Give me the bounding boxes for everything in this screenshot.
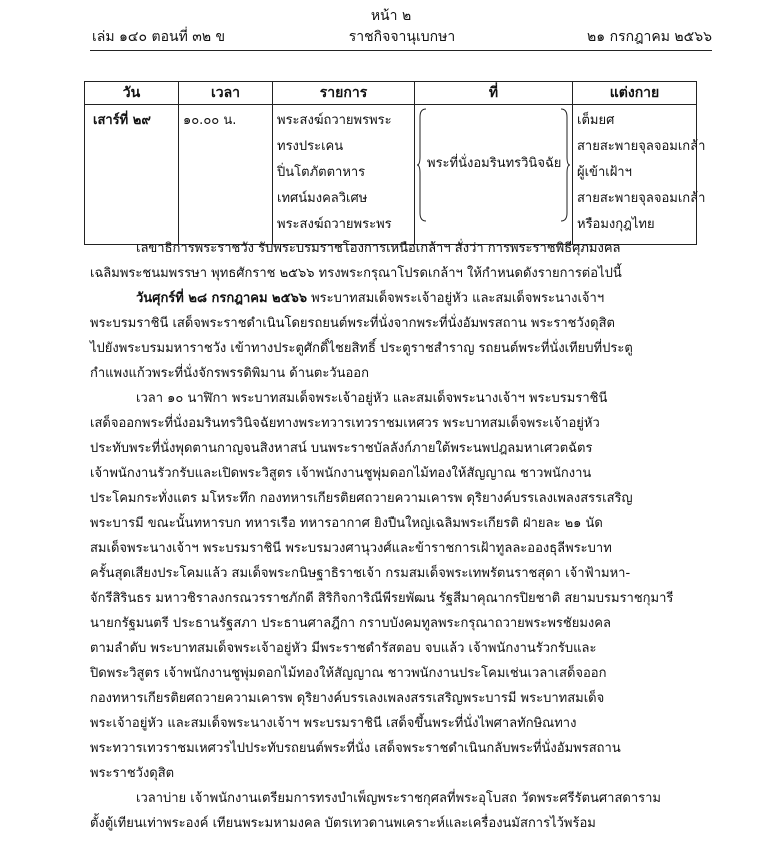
paragraph-2 xyxy=(90,286,700,386)
publication-title: ราชกิจจานุเบกษา xyxy=(348,29,456,45)
text-line: จักรีสิรินธร มหาวชิราลงกรณวรราชภักดี สิริกิจการิณีพีรยพัฒน รัฐสีมาคุณากรปิยชาติ สยามบรมราชกุมารี xyxy=(90,591,674,606)
cell-day xyxy=(85,105,179,245)
paragraph-4 xyxy=(90,786,700,836)
body-text xyxy=(90,236,700,836)
day-text: เสาร์ที่ ๒๙ xyxy=(93,113,151,128)
text-line: ตามลำดับ พระบาทสมเด็จพระเจ้าอยู่หัว มีพระราชดำรัสตอบ จบแล้ว เจ้าพนักงานรัวกรับและ xyxy=(90,641,597,656)
attire-line: หรือมงกุฎไทย xyxy=(577,217,655,232)
text-line: เวลาบ่าย เจ้าพนักงานเตรียมการทรงบำเพ็ญพระราชกุศลที่พระอุโบสถ วัดพระศรีรัตนศาสดาราม xyxy=(136,791,661,806)
paragraph-3 xyxy=(90,386,700,786)
text-line: ไปยังพระบรมมหาราชวัง เข้าทางประตูศักดิ์ไชยสิทธิ์ ประตูราชสำราญ รถยนต์พระที่นั่งเทียบที่ประตู xyxy=(90,341,633,356)
text-line: ตั้งตู้เทียนเท่าพระองค์ เทียนพระมหามงคล บัตรเทวดานพเคราะห์และเครื่องนมัสการไว้พร้อม xyxy=(90,816,596,831)
text-line: เจ้าพนักงานรัวกรับและเปิดพระวิสูตร เจ้าพนักงานชูพุ่มดอกไม้ทองให้สัญญาณ ชาวพนักงาน xyxy=(90,466,592,481)
schedule-header-row xyxy=(85,82,697,105)
running-header xyxy=(92,26,712,48)
text-line: ประโคมกระทั่งแตร มโหระทึก กองทหารเกียรติยศถวายความเคารพ ดุริยางค์บรรเลงเพลงสรรเสริญ xyxy=(90,491,633,506)
col-header-time: เวลา xyxy=(179,82,273,105)
text-line: พระราชวังดุสิต xyxy=(90,766,175,781)
schedule-table xyxy=(84,81,706,245)
program-line: ปิ่นโตภัตตาหาร xyxy=(277,165,366,180)
col-header-attire: แต่งกาย xyxy=(573,82,697,105)
left-brace xyxy=(417,105,427,225)
volume-info: เล่ม ๑๔๐ ตอนที่ ๓๒ ข xyxy=(92,29,226,45)
text-line: เวลา ๑๐ นาฬิกา พระบาทสมเด็จพระเจ้าอยู่หัว และสมเด็จพระนางเจ้าฯ พระบรมราชินี xyxy=(136,391,608,406)
text-line: พระบารมี ขณะนั้นทหารบก ทหารเรือ ทหารอากาศ ยิงปืนใหญ่เฉลิมพระเกียรติ ฝ่ายละ ๒๑ นัด xyxy=(90,516,603,531)
program-line: ทรงประเคน xyxy=(277,139,344,154)
attire-line: เต็มยศ xyxy=(577,113,615,128)
text-line: พระเจ้าอยู่หัว และสมเด็จพระนางเจ้าฯ พระบรมราชินี เสด็จขึ้นพระที่นั่งไพศาลทักษิณทาง xyxy=(90,716,577,731)
cell-program xyxy=(273,105,415,245)
col-header-place: ที่ xyxy=(415,82,573,105)
text-line: เฉลิมพระชนมพรรษา พุทธศักราช ๒๕๖๖ ทรงพระกรุณาโปรดเกล้าฯ ให้กำหนดดังรายการต่อไปนี้ xyxy=(90,266,622,281)
col-header-day: วัน xyxy=(85,82,179,105)
text-line: พระทวารเทวราชมเหศวรไปประทับรถยนต์พระที่นั่ง เสด็จพระราชดำเนินกลับพระที่นั่งอัมพรสถาน xyxy=(90,741,621,756)
attire-line: สายสะพายจุลจอมเกล้า xyxy=(577,191,706,206)
text-line: กองทหารเกียรติยศถวายความเคารพ ดุริยางค์บรรเลงเพลงสรรเสริญพระบารมี พระบาทสมเด็จ xyxy=(90,691,605,706)
table-row xyxy=(85,105,697,245)
program-line: เทศน์มงคลวิเศษ xyxy=(277,191,368,206)
col-header-program: รายการ xyxy=(273,82,415,105)
text-line: นายกรัฐมนตรี ประธานรัฐสภา ประธานศาลฎีกา กราบบังคมทูลพระกรุณาถวายพระพรชัยมงคล xyxy=(90,616,611,631)
attire-line: ผู้เข้าเฝ้าฯ xyxy=(577,165,632,180)
place-text: พระที่นั่งอมรินทรวินิจฉัย xyxy=(427,156,562,171)
text-line: สมเด็จพระนางเจ้าฯ พระบรมราชินี พระบรมวงศานุวงศ์และข้าราชการเฝ้าทูลละอองธุลีพระบาท xyxy=(90,541,612,556)
text-line xyxy=(90,286,700,311)
cell-place xyxy=(415,105,573,245)
cell-attire xyxy=(573,105,706,245)
cell-time xyxy=(179,105,273,245)
time-text: ๑๐.๐๐ น. xyxy=(183,113,237,128)
issue-date: ๒๑ กรกฎาคม ๒๕๖๖ xyxy=(587,29,712,45)
paragraph-1 xyxy=(90,236,700,286)
program-line: พระสงฆ์ถวายพระพร xyxy=(277,217,392,232)
text-segment: พระบาทสมเด็จพระเจ้าอยู่หัว และสมเด็จพระนางเจ้าฯ xyxy=(306,291,605,306)
page-number: หน้า ๒ xyxy=(370,8,412,24)
text-line: ครั้นสุดเสียงประโคมแล้ว สมเด็จพระกนิษฐาธิราชเจ้า กรมสมเด็จพระเทพรัตนราชสุดา เจ้าฟ้ามหา- xyxy=(90,566,631,581)
text-line: เสด็จออกพระที่นั่งอมรินทรวินิจฉัยทางพระทวารเทวราชมเหศวร พระบาทสมเด็จพระเจ้าอยู่หัว xyxy=(90,416,600,431)
text-line: ประทับพระที่นั่งพุดตานกาญจนสิงหาสน์ บนพระราชบัลลังก์ภายใต้พระนพปฎลมหาเศวตฉัตร xyxy=(90,441,593,456)
date-heading: วันศุกร์ที่ ๒๘ กรกฎาคม ๒๕๖๖ xyxy=(136,291,307,306)
text-line: กำแพงแก้วพระที่นั่งจักรพรรดิพิมาน ด้านตะวันออก xyxy=(90,366,369,381)
header-rule xyxy=(90,50,712,51)
text-line: ปิดพระวิสูตร เจ้าพนักงานชูพุ่มดอกไม้ทองให้สัญญาณ ชาวพนักงานประโคมเช่นเวลาเสด็จออก xyxy=(90,666,607,681)
text-line: พระบรมราชินี เสด็จพระราชดำเนินโดยรถยนต์พระที่นั่งจากพระที่นั่งอัมพรสถาน พระราชวังดุสิต xyxy=(90,316,615,331)
attire-line: สายสะพายจุลจอมเกล้า xyxy=(577,139,706,154)
text-line: เลขาธิการพระราชวัง รับพระบรมราชโองการเหนือเกล้าฯ สั่งว่า การพระราชพิธีศุภมงคล xyxy=(136,241,621,256)
program-line: พระสงฆ์ถวายพรพระ xyxy=(277,113,392,128)
right-brace xyxy=(560,105,570,225)
